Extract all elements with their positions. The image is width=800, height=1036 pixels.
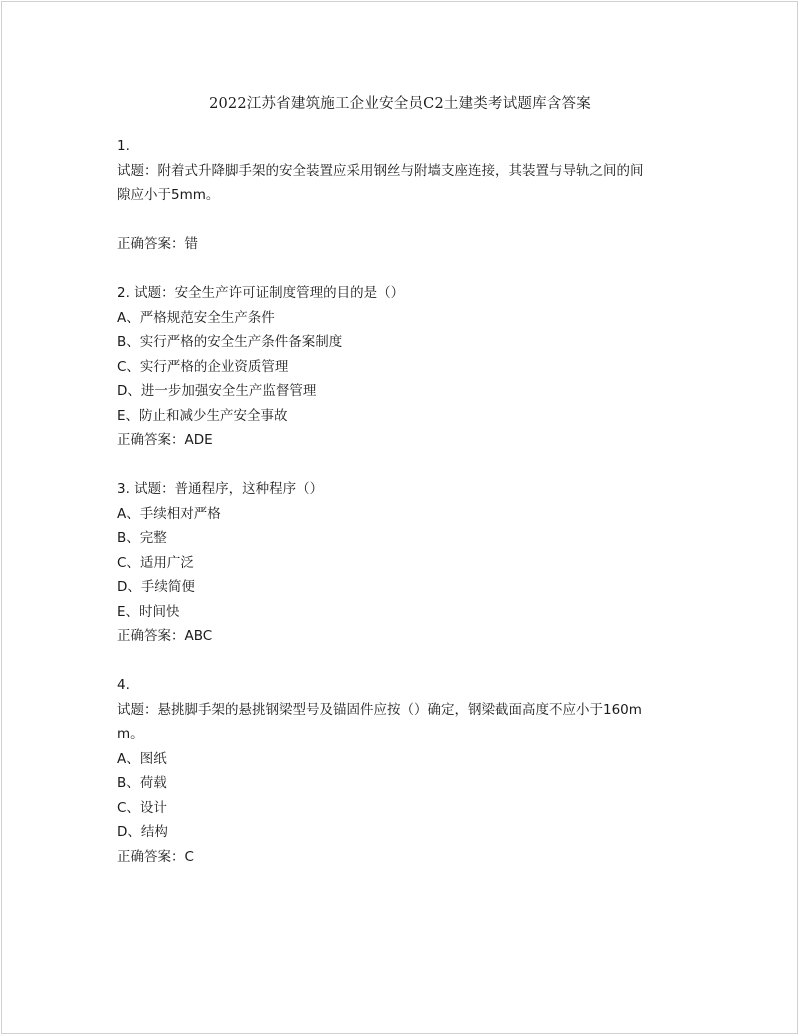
option-d: D、结构	[117, 824, 168, 840]
spacer	[117, 649, 697, 674]
option-e: E、防止和减少生产安全事故	[117, 407, 288, 424]
correct-answer: 正确答案：ADE	[117, 432, 213, 448]
correct-answer: 正确答案：错	[117, 236, 198, 252]
question-stem: 试题：悬挑脚手架的悬挑钢梁型号及锚固件应按（）确定，钢梁截面高度不应小于160m	[117, 701, 642, 718]
option-d: D、手续简便	[117, 579, 195, 595]
document-title: 2022江苏省建筑施工企业安全员C2土建类考试题库含答案	[209, 96, 591, 112]
question-stem: 3. 试题：普通程序，这种程序（）	[117, 481, 324, 497]
option-b: B、荷载	[117, 775, 167, 791]
question-3	[117, 477, 697, 649]
question-list	[117, 134, 697, 869]
option-e: E、时间快	[117, 603, 180, 620]
option-c: C、适用广泛	[117, 554, 194, 571]
option-d: D、进一步加强安全生产监督管理	[117, 383, 317, 399]
question-1	[117, 134, 697, 257]
question-stem-continued: m。	[117, 726, 144, 742]
correct-answer: 正确答案：ABC	[117, 628, 213, 644]
question-stem-continued: 隙应小于5mm。	[117, 187, 220, 203]
question-4	[117, 673, 697, 869]
option-a: A、图纸	[117, 750, 167, 767]
spacer	[117, 257, 697, 282]
spacer	[117, 208, 697, 233]
option-b: B、实行严格的安全生产条件备案制度	[117, 334, 343, 350]
option-c: C、实行严格的企业资质管理	[117, 358, 289, 375]
question-number: 1.	[117, 138, 130, 154]
option-c: C、设计	[117, 799, 167, 816]
spacer	[117, 453, 697, 478]
question-stem: 2. 试题：安全生产许可证制度管理的目的是（）	[117, 285, 405, 301]
option-a: A、手续相对严格	[117, 505, 221, 522]
option-b: B、完整	[117, 530, 167, 546]
question-number: 4.	[117, 677, 130, 693]
question-stem: 试题：附着式升降脚手架的安全装置应采用钢丝与附墙支座连接，其装置与导轨之间的间	[117, 162, 644, 179]
question-2	[117, 281, 697, 453]
correct-answer: 正确答案：C	[117, 848, 194, 865]
option-a: A、严格规范安全生产条件	[117, 309, 275, 326]
